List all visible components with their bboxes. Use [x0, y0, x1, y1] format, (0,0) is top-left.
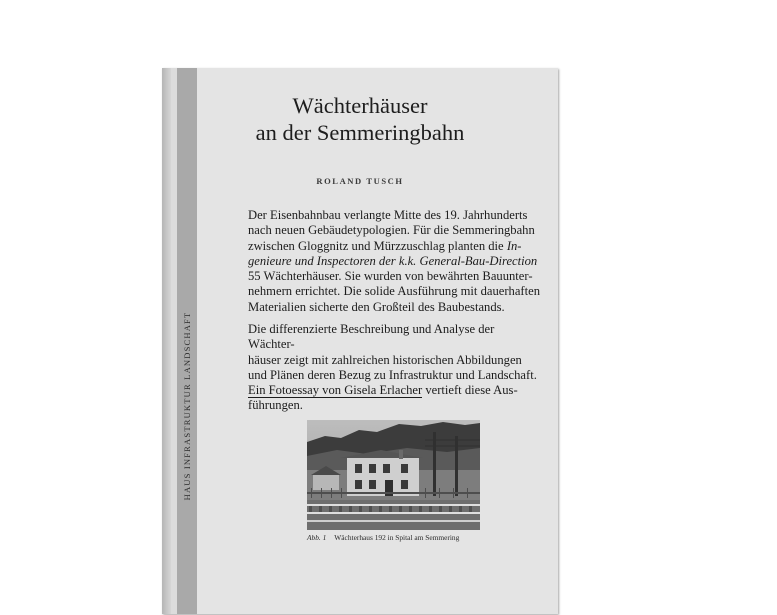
blurb-paragraph-1: [248, 208, 540, 315]
photo-essay-credit: Ein Fotoessay von Gisela Erlacher: [248, 383, 423, 398]
blurb-line: führungen.: [248, 398, 303, 413]
blurb-line: nach neuen Gebäudetypologien. Für die Semmeringbahn: [248, 223, 535, 238]
blurb-italic: In-: [506, 238, 522, 253]
blurb-line: und Plänen deren Bezug zu Infrastruktur und Landschaft.: [248, 367, 537, 382]
title-line-1: Wächterhäuser: [292, 93, 428, 118]
caption-label: Abb. 1: [307, 533, 327, 542]
blurb-line: nehmern errichtet. Die solide Ausführung mit dauerhaften: [248, 284, 541, 299]
photo-caption: [307, 533, 459, 542]
blurb-paragraph-2: [248, 322, 540, 414]
blurb-line: zwischen Gloggnitz und Mürzzuschlag planten die: [248, 238, 507, 253]
caption-text: Wächterhaus 192 in Spital am Semmering: [334, 533, 460, 542]
book-spine: [162, 68, 171, 614]
series-band-text: HAUS INFRASTRUKTUR LANDSCHAFT: [182, 311, 192, 501]
blurb-line: vertieft diese Aus-: [422, 383, 518, 398]
cover-photo: [307, 420, 480, 530]
title-line-2: an der Semmeringbahn: [255, 120, 465, 145]
blurb-line: Der Eisenbahnbau verlangte Mitte des 19. Jahrhunderts: [248, 208, 528, 222]
guardhouse-photo-illustration: [307, 420, 480, 530]
blurb-line: 55 Wächterhäuser. Sie wurden von bewährten Bauunter-: [248, 269, 533, 284]
blurb-line: Materialien sicherte den Großteil des Baubestands.: [248, 299, 505, 314]
blurb-line-italic: genieure und Inspectoren der k.k. General-Bau-Direction: [248, 253, 538, 268]
author-name: ROLAND TUSCH: [316, 176, 404, 186]
blurb-line: häuser zeigt mit zahlreichen historischen Abbildungen: [248, 352, 522, 367]
book-title: [162, 92, 558, 146]
blurb-line: Die differenzierte Beschreibung und Analyse der Wächter-: [248, 322, 495, 352]
